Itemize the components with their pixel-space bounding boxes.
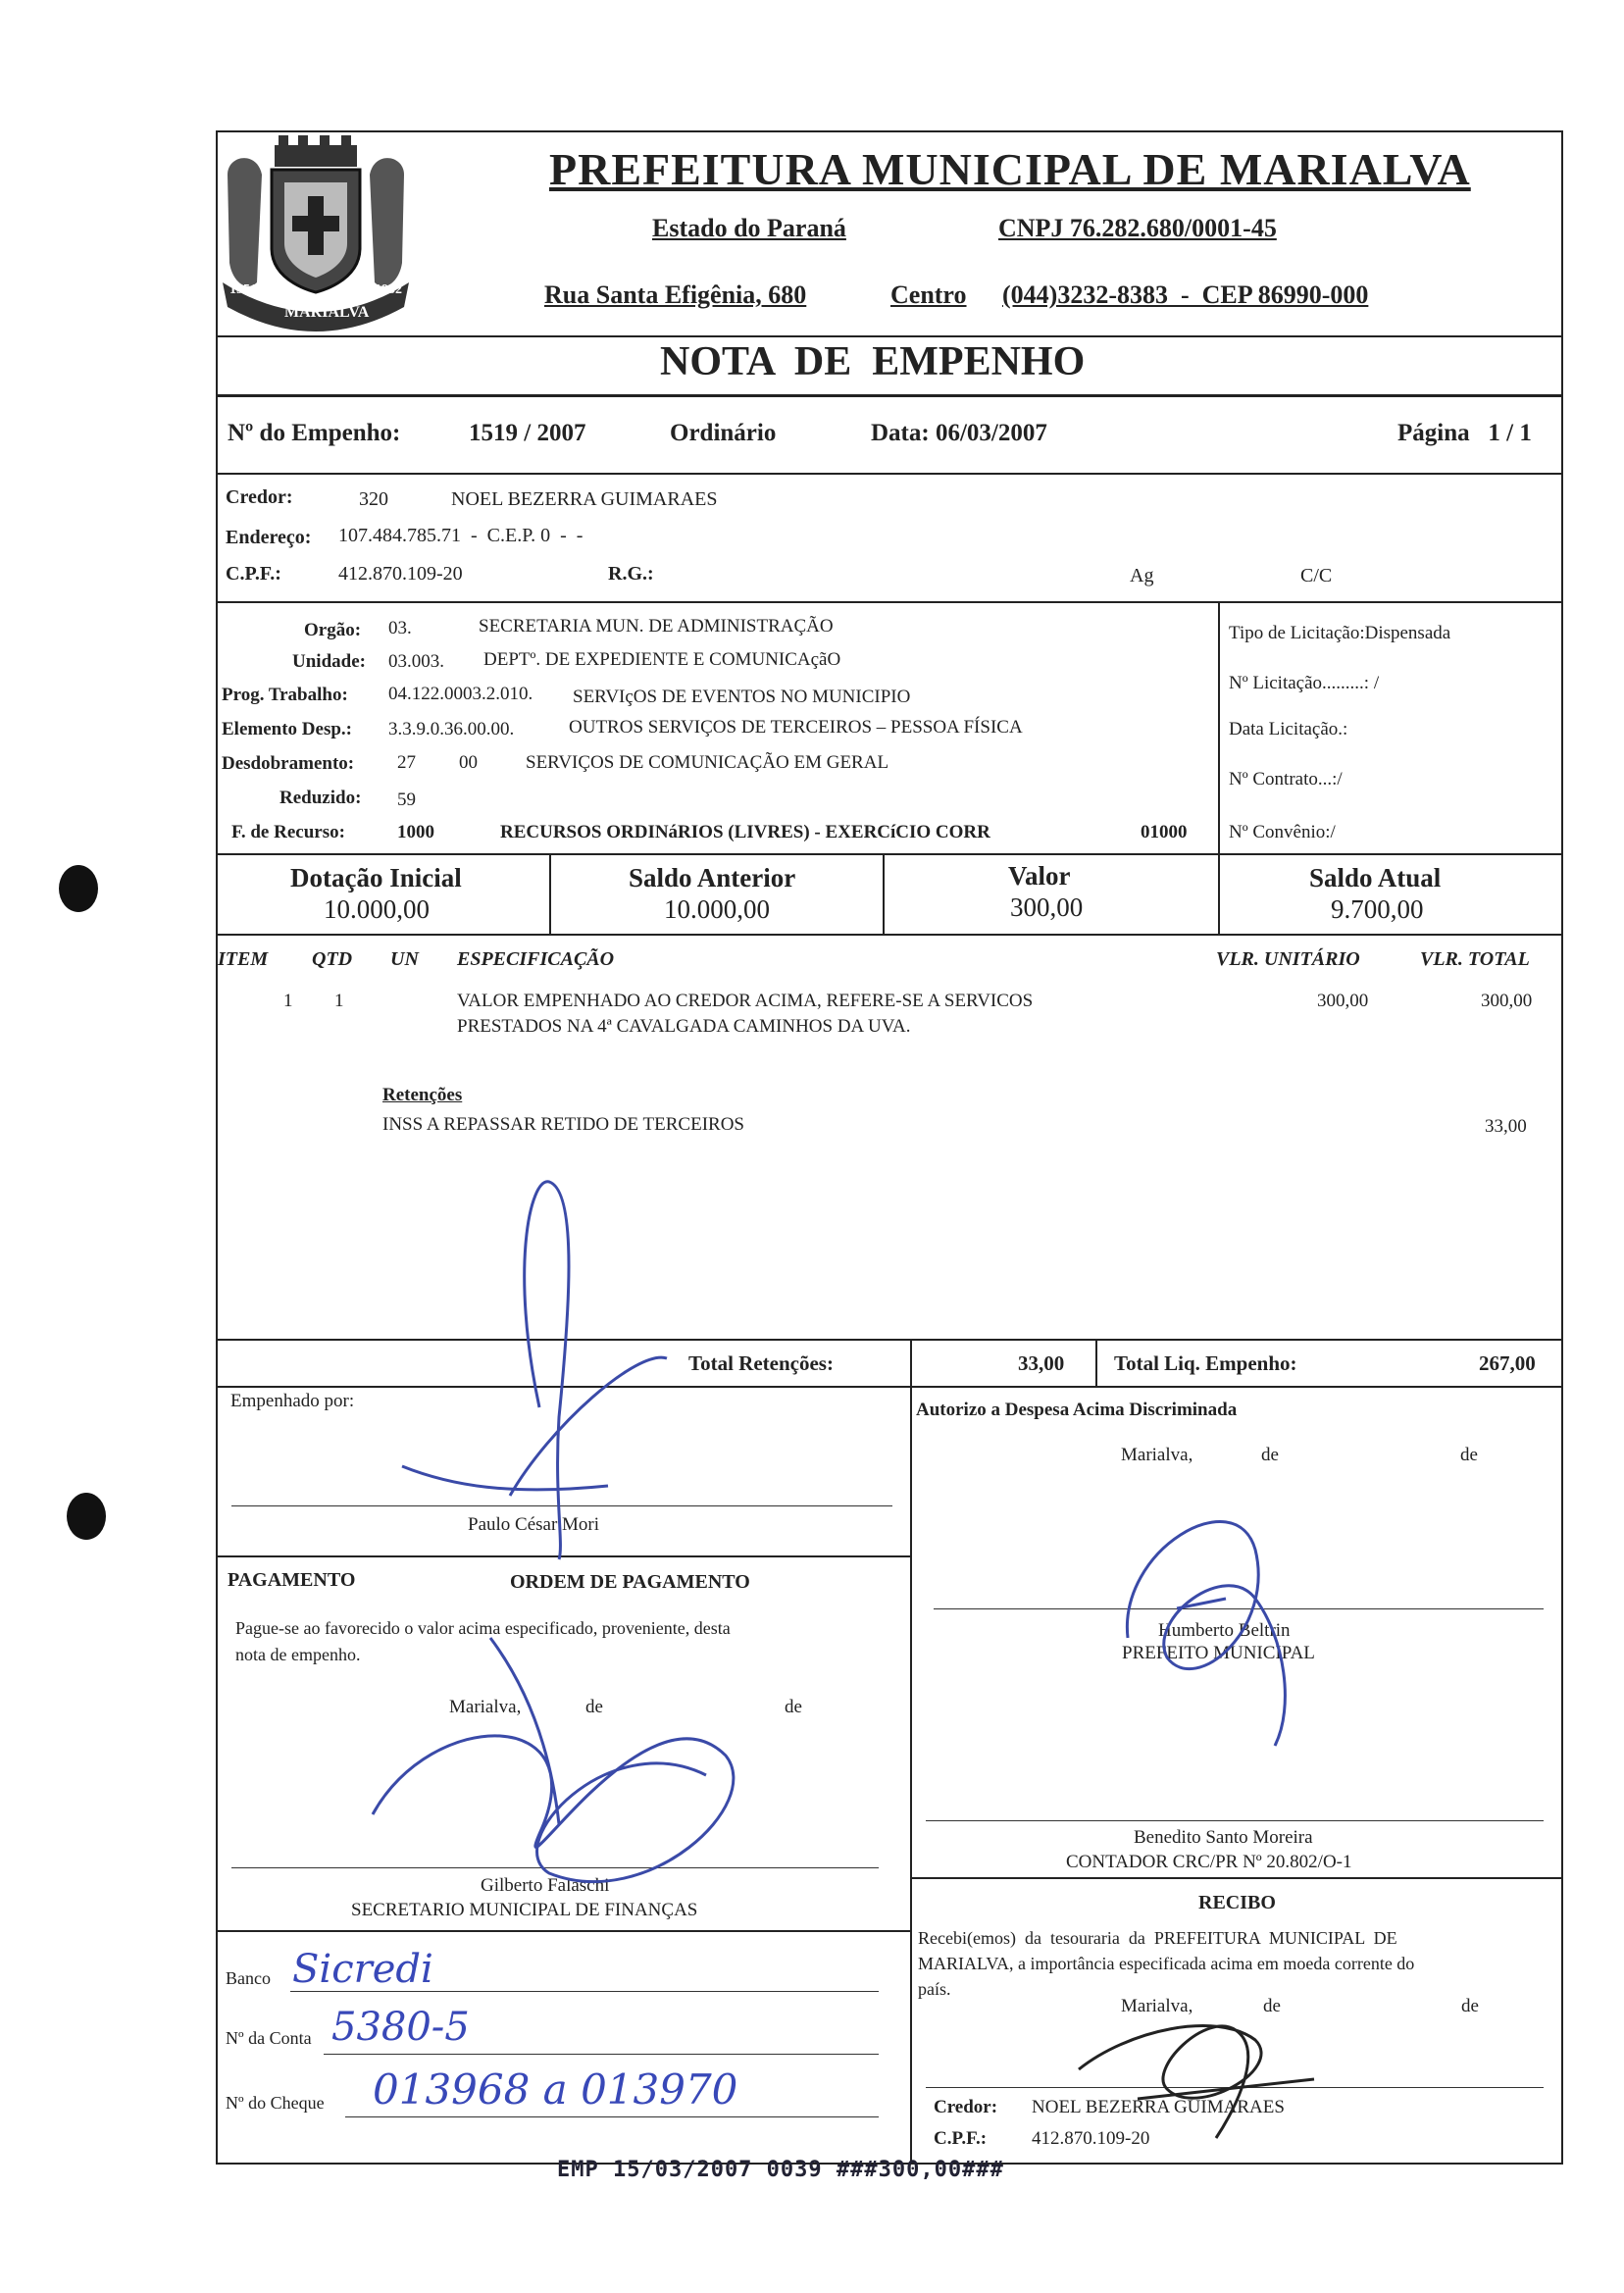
retencao-value: 33,00 — [1485, 1116, 1527, 1137]
empenho-number: 1519 / 2007 — [469, 420, 586, 446]
prog-name: SERVIçOS DE EVENTOS NO MUNICIPIO — [573, 687, 911, 707]
endereco-label: Endereço: — [226, 527, 312, 548]
banco-label: Banco — [226, 1968, 271, 1988]
municipal-crest — [218, 135, 414, 336]
total-liquido-value: 267,00 — [1479, 1351, 1536, 1375]
data-licitacao: Data Licitação.: — [1229, 719, 1348, 739]
contador-role: CONTADOR CRC/PR Nº 20.802/O-1 — [1066, 1852, 1352, 1872]
unidade-label: Unidade: — [292, 651, 366, 672]
col-un-header: UN — [390, 948, 419, 970]
prefeito-role: PREFEITO MUNICIPAL — [1122, 1643, 1315, 1663]
empenho-number-label: Nº do Empenho: — [228, 420, 401, 446]
item-total-value: 300,00 — [1481, 991, 1533, 1011]
recibo-cpf-value: 412.870.109-20 — [1032, 2128, 1150, 2149]
credor-code: 320 — [359, 488, 388, 510]
payment-stamp: EMP 15/03/2007 0039 ###300,00### — [557, 2158, 1004, 2182]
crest-year-right: 1952 — [375, 282, 402, 297]
orgao-code: 03. — [388, 618, 412, 638]
fonte-code: 1000 — [397, 822, 434, 842]
dotacao-inicial-value: 10.000,00 — [324, 894, 430, 924]
elemento-name: OUTROS SERVIÇOS DE TERCEIROS – PESSOA FÍSICA — [569, 717, 1023, 738]
reduzido-value: 59 — [397, 790, 416, 810]
numero-convenio: Nº Convênio:/ — [1229, 822, 1336, 842]
pagamento-de2: de — [785, 1697, 802, 1717]
credor-name: NOEL BEZERRA GUIMARAES — [451, 488, 718, 510]
saldo-anterior-label: Saldo Anterior — [629, 863, 796, 892]
punch-hole-top — [59, 865, 98, 912]
cc-label: C/C — [1300, 565, 1333, 586]
pagamento-text-line1: Pague-se ao favorecido o valor acima especificado, proveniente, desta — [235, 1618, 731, 1638]
desdobramento-name: SERVIÇOS DE COMUNICAÇÃO EM GERAL — [526, 752, 889, 773]
banco-value: Sicredi — [292, 1947, 433, 1992]
total-retencoes-label: Total Retenções: — [688, 1351, 834, 1375]
col-vlr-total-header: VLR. TOTAL — [1420, 948, 1530, 970]
col-item-header: ITEM — [218, 948, 269, 970]
page-number: Página 1 / 1 — [1397, 420, 1532, 446]
pagamento-label: PAGAMENTO — [228, 1569, 356, 1591]
conta-label: Nº da Conta — [226, 2028, 312, 2048]
dotacao-inicial-label: Dotação Inicial — [290, 863, 462, 892]
autorizo-de2: de — [1460, 1445, 1478, 1465]
recibo-credor-name: NOEL BEZERRA GUIMARAES — [1032, 2097, 1285, 2117]
recibo-de2: de — [1461, 1996, 1479, 2016]
credor-label: Credor: — [226, 486, 293, 508]
doc-title: NOTA DE EMPENHO — [660, 339, 1086, 384]
recibo-cpf-label: C.P.F.: — [934, 2128, 988, 2149]
conta-value: 5380-5 — [331, 2005, 470, 2050]
total-liquido-label: Total Liq. Empenho: — [1114, 1351, 1297, 1375]
recibo-text-line2: MARIALVA, a importância especificada acima em moeda corrente do — [918, 1954, 1415, 1973]
pagamento-text-line2: nota de empenho. — [235, 1645, 361, 1664]
state-label: Estado do Paraná — [652, 214, 846, 242]
total-retencoes-value: 33,00 — [1018, 1351, 1065, 1375]
empenhado-por-name: Paulo César Mori — [468, 1514, 600, 1535]
recibo-label: RECIBO — [1198, 1892, 1276, 1913]
valor-label: Valor — [1008, 861, 1071, 891]
tipo-licitacao: Tipo de Licitação:Dispensada — [1229, 623, 1451, 643]
unidade-code: 03.003. — [388, 651, 444, 672]
pagamento-de1: de — [585, 1697, 603, 1717]
valor-value: 300,00 — [1010, 892, 1084, 922]
fonte-label: F. de Recurso: — [231, 822, 345, 842]
col-especificacao-header: ESPECIFICAÇÃO — [457, 948, 615, 970]
fonte-code2: 01000 — [1141, 822, 1188, 842]
rg-label: R.G.: — [608, 563, 654, 585]
recibo-text-line3: país. — [918, 1979, 951, 1999]
ag-label: Ag — [1130, 565, 1154, 586]
prog-code: 04.122.0003.2.010. — [388, 684, 533, 704]
saldo-atual-label: Saldo Atual — [1309, 863, 1442, 892]
phone-cep-label: (044)3232-8383 - CEP 86990-000 — [1002, 280, 1369, 309]
orgao-label: Orgão: — [304, 620, 362, 640]
signature-prefeito — [1108, 1491, 1363, 1756]
signature-credor — [1059, 1971, 1353, 2148]
desdobramento-code: 27 — [397, 752, 416, 773]
item-desc-line1: VALOR EMPENHADO AO CREDOR ACIMA, REFERE-SE A SERVICOS — [457, 991, 1034, 1011]
signature-empenhado — [392, 1172, 706, 1564]
crest-year-left: 1951 — [229, 282, 257, 297]
pagamento-place: Marialva, — [449, 1697, 522, 1717]
saldo-atual-value: 9.700,00 — [1331, 894, 1424, 924]
reduzido-label: Reduzido: — [279, 788, 362, 808]
item-desc-line2: PRESTADOS NA 4ª CAVALGADA CAMINHOS DA UVA. — [457, 1016, 911, 1037]
crest-text: MARIALVA — [284, 304, 370, 321]
secretario-role: SECRETARIO MUNICIPAL DE FINANÇAS — [351, 1900, 698, 1920]
punch-hole-bottom — [67, 1493, 106, 1540]
unidade-name: DEPTº. DE EXPEDIENTE E COMUNICAçãO — [483, 649, 841, 670]
ordem-pagamento-label: ORDEM DE PAGAMENTO — [510, 1571, 750, 1593]
col-vlr-unitario-header: VLR. UNITÁRIO — [1216, 948, 1360, 970]
recibo-de1: de — [1263, 1996, 1281, 2016]
cpf-value: 412.870.109-20 — [338, 563, 463, 585]
empenhado-por-label: Empenhado por: — [230, 1391, 355, 1411]
retencao-description: INSS A REPASSAR RETIDO DE TERCEIROS — [382, 1114, 744, 1135]
secretario-name: Gilberto Falaschi — [481, 1875, 610, 1896]
autorizo-place: Marialva, — [1121, 1445, 1193, 1465]
page-title: PREFEITURA MUNICIPAL DE MARIALVA — [549, 144, 1471, 194]
recibo-place: Marialva, — [1121, 1996, 1193, 2016]
endereco-value: 107.484.785.71 - C.E.P. 0 - - — [338, 525, 584, 546]
saldo-anterior-value: 10.000,00 — [664, 894, 770, 924]
cnpj-label: CNPJ 76.282.680/0001-45 — [998, 214, 1277, 242]
empenho-type: Ordinário — [670, 420, 777, 446]
col-qtd-header: QTD — [312, 948, 353, 970]
orgao-name: SECRETARIA MUN. DE ADMINISTRAÇÃO — [479, 616, 834, 637]
signature-secretario — [353, 1618, 824, 1942]
desdobramento-label: Desdobramento: — [222, 753, 355, 774]
numero-contrato: Nº Contrato...:/ — [1229, 769, 1343, 790]
cheque-label: Nº do Cheque — [226, 2093, 325, 2113]
fonte-name: RECURSOS ORDINáRIOS (LIVRES) - EXERCíCIO CORR — [500, 822, 990, 842]
prefeito-name: Humberto Beltrin — [1158, 1620, 1291, 1641]
autorizo-label: Autorizo a Despesa Acima Discriminada — [916, 1400, 1238, 1420]
elemento-code: 3.3.9.0.36.00.00. — [388, 719, 515, 739]
desdobramento-code2: 00 — [459, 752, 478, 773]
prog-label: Prog. Trabalho: — [222, 685, 348, 705]
numero-licitacao: Nº Licitação.........: / — [1229, 673, 1380, 693]
autorizo-de1: de — [1261, 1445, 1279, 1465]
empenho-date: Data: 06/03/2007 — [871, 420, 1047, 446]
elemento-label: Elemento Desp.: — [222, 719, 352, 739]
address-label: Rua Santa Efigênia, 680 — [544, 280, 807, 309]
item-number: 1 — [283, 991, 293, 1011]
item-unit-value: 300,00 — [1317, 991, 1369, 1011]
cheque-value: 013968 a 013970 — [373, 2065, 738, 2114]
recibo-credor-label: Credor: — [934, 2097, 998, 2117]
retencoes-heading: Retenções — [382, 1085, 463, 1105]
district-label: Centro — [890, 280, 967, 309]
contador-name: Benedito Santo Moreira — [1134, 1827, 1313, 1848]
cpf-label: C.P.F.: — [226, 563, 281, 585]
item-qtd: 1 — [334, 991, 344, 1011]
recibo-text-line1: Recebi(emos) da tesouraria da PREFEITURA MUNICIPAL DE — [918, 1928, 1397, 1948]
